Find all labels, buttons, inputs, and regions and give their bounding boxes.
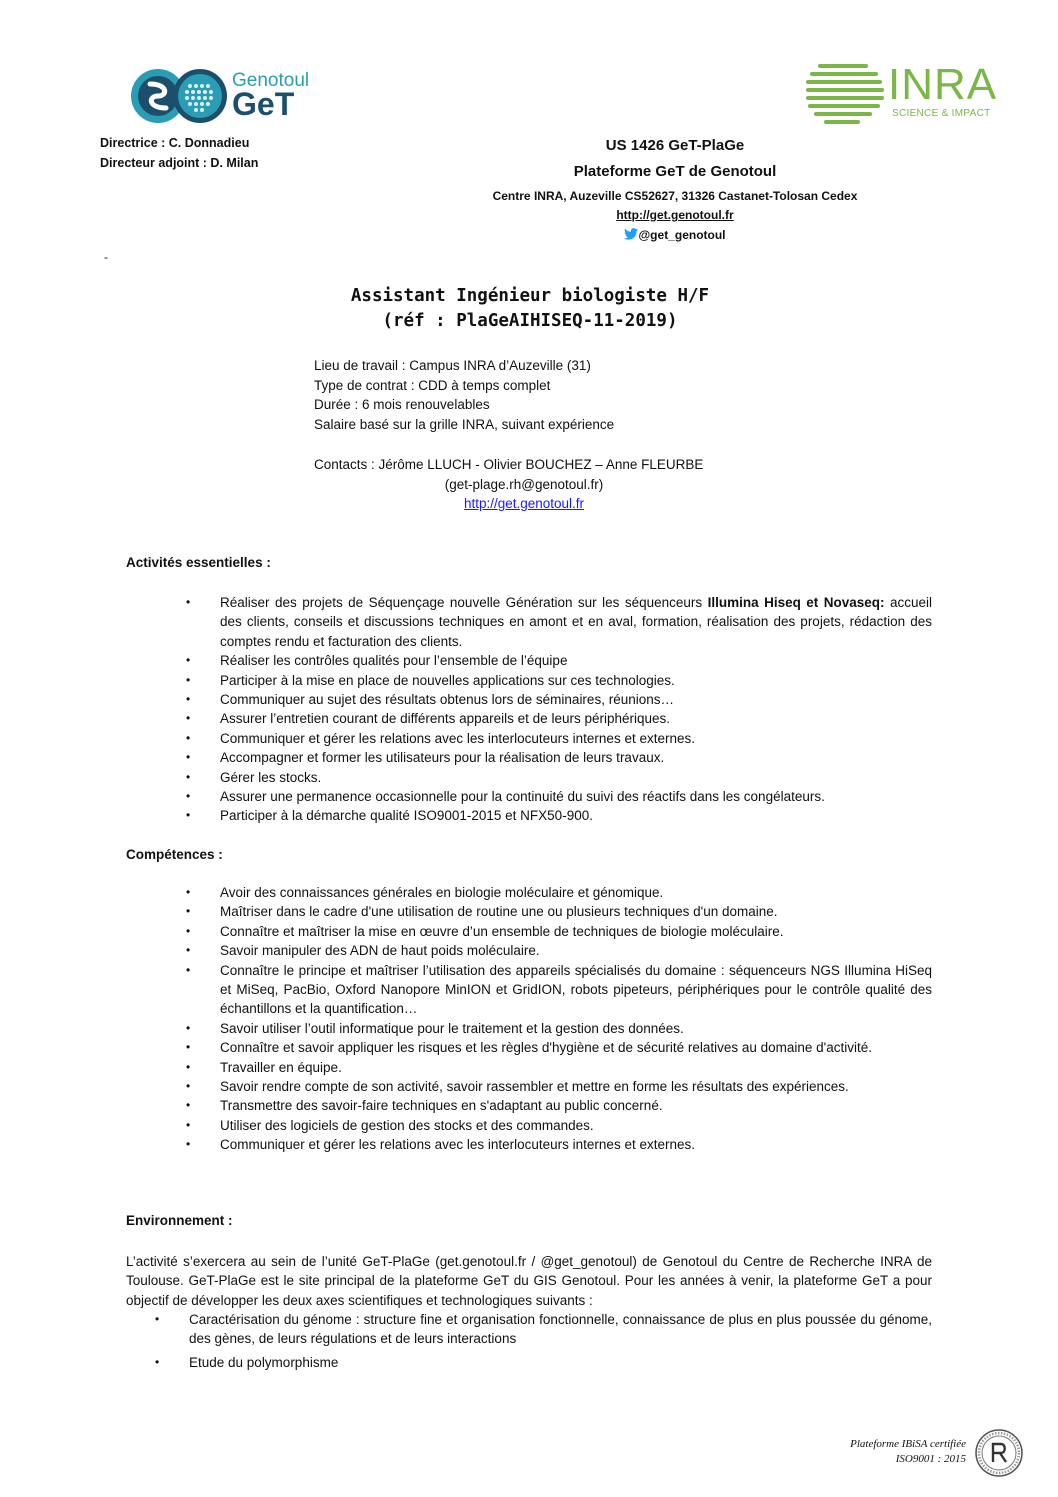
list-item: • Travailler en équipe.: [186, 1058, 932, 1077]
list-item: • Assurer l’entretien courant de différents appareils et de leurs périphériques.: [186, 709, 932, 728]
genotoul-logo: [128, 66, 358, 126]
list-item: • Réaliser des projets de Séquençage nouvelle Génération sur les séquenceurs Illumina Hiseq et Novaseq: accueil des clients, conseils et discussions techniques en amont et en aval, formation, réalisation des projets, rédaction des comptes rendu et facturation des clients.: [186, 593, 932, 651]
get-wordmark: GeT: [232, 86, 295, 122]
website-link[interactable]: http://get.genotoul.fr: [616, 208, 734, 222]
list-item: • Connaître le principe et maîtriser l’utilisation des appareils spécialisés du domaine : séquenceurs NGS Illumina HiSeq et MiSeq, PacBio, Oxford Nanopore MinION et GridION, robots pipeteurs, périphériques pour le contrôle qualité des échantillons et la quantification…: [186, 961, 932, 1019]
website-line: [430, 208, 920, 222]
platform-name: Plateforme GeT de Genotoul: [573, 163, 777, 180]
inra-logo: [806, 60, 1011, 126]
list-item: • Savoir utiliser l’outil informatique pour le traitement et la gestion des données.: [186, 1019, 932, 1038]
job-info-location: Lieu de travail : Campus INRA d’Auzeville (31): [314, 358, 591, 373]
genotoul-wordmark: Genotoul: [232, 70, 310, 91]
list-item: • Avoir des connaissances générales en biologie moléculaire et génomique.: [186, 883, 932, 902]
list-item: • Connaître et savoir appliquer les risques et les règles d'hygiène et de sécurité relatives au domaine d'activité.: [186, 1038, 932, 1057]
twitter-bird-icon: [624, 228, 638, 240]
unit-name: US 1426 GeT-PlaGe: [605, 137, 745, 154]
activities-heading: Activités essentielles :: [126, 555, 271, 570]
environment-list: [155, 1310, 932, 1372]
list-item: • Communiquer et gérer les relations avec les interlocuteurs internes et externes.: [186, 729, 932, 748]
contacts-email: (get-plage.rh@genotoul.fr): [444, 476, 604, 492]
inra-wordmark: INRA: [888, 60, 998, 109]
job-info-salary: Salaire basé sur la grille INRA, suivant expérience: [314, 416, 615, 432]
separator-dash: -: [104, 250, 108, 264]
certification-line-2: ISO9001 : 2015: [895, 1453, 966, 1465]
list-item: • Participer à la mise en place de nouvelles applications sur ces technologies.: [186, 671, 932, 690]
list-item: • Etude du polymorphisme: [155, 1353, 932, 1372]
list-item: • Accompagner et former les utilisateurs pour la réalisation de leurs travaux.: [186, 748, 932, 767]
skills-heading: Compétences :: [126, 847, 223, 862]
inra-tagline: SCIENCE & IMPACT: [892, 108, 991, 119]
skills-list: [186, 883, 932, 1155]
inra-logo-icon: [806, 62, 886, 124]
certification-note: [850, 1437, 966, 1467]
contacts-website-link[interactable]: http://get.genotoul.fr: [463, 496, 585, 511]
list-item: • Assurer une permanence occasionnelle pour la continuité du suivi des réactifs dans les congélateurs.: [186, 787, 932, 806]
job-title: Assistant Ingénieur biologiste H/F: [350, 286, 710, 306]
list-item: • Utiliser des logiciels de gestion des stocks et des commandes.: [186, 1116, 932, 1135]
twitter-line: [430, 228, 920, 242]
activities-list: [186, 593, 932, 826]
list-item: • Communiquer et gérer les relations avec les interlocuteurs internes et externes.: [186, 1135, 932, 1154]
list-item: • Caractérisation du génome : structure fine et organisation fonctionnelle, connaissance de plus en plus poussée du génome, des gènes, de leurs régulations et de leurs interactions: [155, 1310, 932, 1349]
job-info-contract: Type de contrat : CDD à temps complet: [314, 377, 551, 393]
job-info: [314, 356, 614, 434]
certification-line-1: Plateforme IBiSA certifiée: [850, 1438, 966, 1450]
list-item: • Réaliser les contrôles qualités pour l’ensemble de l’équipe: [186, 651, 932, 670]
list-item: • Gérer les stocks.: [186, 768, 932, 787]
quality-certification-seal-icon: [974, 1428, 1024, 1478]
deputy-director-line: Directeur adjoint : D. Milan: [100, 156, 259, 170]
director-line: Directrice : C. Donnadieu: [100, 136, 250, 150]
list-item: • Participer à la démarche qualité ISO9001-2015 et NFX50-900.: [186, 806, 932, 825]
list-item: • Savoir manipuler des ADN de haut poids moléculaire.: [186, 941, 932, 960]
genotoul-logo-icon: [128, 66, 228, 126]
list-item: • Maîtriser dans le cadre d'une utilisation de routine une ou plusieurs techniques d'un domaine.: [186, 902, 932, 921]
list-item: • Savoir rendre compte de son activité, savoir rassembler et mettre en forme les résultats des expériences.: [186, 1077, 932, 1096]
list-item: • Communiquer au sujet des résultats obtenus lors de séminaires, réunions…: [186, 690, 932, 709]
address: Centre INRA, Auzeville CS52627, 31326 Castanet-Tolosan Cedex: [492, 189, 858, 203]
list-item: • Connaître et maîtriser la mise en œuvre d’un ensemble de techniques de biologie moléculaire.: [186, 922, 932, 941]
contacts-names: Contacts : Jérôme LLUCH - Olivier BOUCHEZ – Anne FLEURBE: [314, 457, 704, 472]
environment-paragraph: L’activité s’exercera au sein de l’unité GeT-PlaGe (get.genotoul.fr / @get_genotoul) de Genotoul du Centre de Recherche INRA de Toulouse. GeT-PlaGe est le site principal de la plateforme GeT du GIS Genotoul. Pour les années à venir, la plateforme GeT a pour objectif de développer les deux axes scientifiques et technologiques suivants :: [126, 1254, 932, 1308]
job-info-duration: Durée : 6 mois renouvelables: [314, 397, 490, 412]
list-item: • Transmettre des savoir-faire techniques en s'adaptant au public concerné.: [186, 1096, 932, 1115]
twitter-handle: @get_genotoul: [638, 228, 726, 242]
environment-heading: Environnement :: [126, 1213, 233, 1228]
contacts-block: [314, 455, 734, 514]
job-reference: (réf : PlaGeAIHISEQ-11-2019): [382, 311, 678, 331]
